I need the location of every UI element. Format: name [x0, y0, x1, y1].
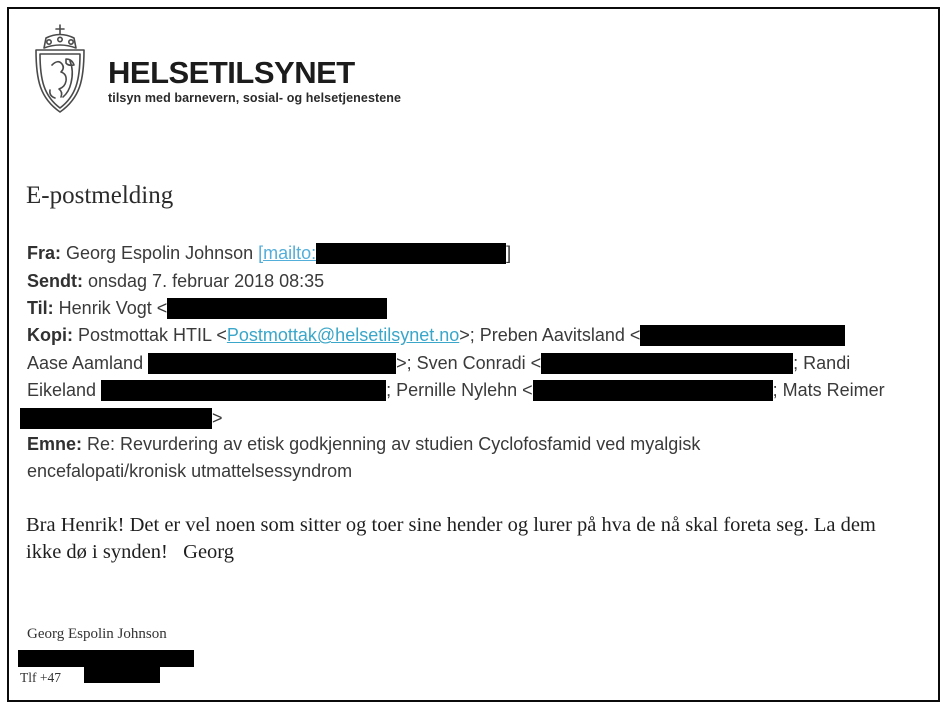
- signature-phone-label: Tlf +47: [20, 670, 61, 685]
- cc-value-7: ; Pernille Nylehn <: [386, 380, 533, 401]
- cc-value-8: ; Mats Reimer: [772, 380, 885, 401]
- redaction-bar: [84, 667, 160, 683]
- message-body: Bra Henrik! Det er vel noen som sitter og toer sine hender og lurer på hva de nå skal foreta seg. La dem ikke dø i synden! Georg: [26, 514, 882, 563]
- cc-value-2: >; Preben Aavitsland <: [459, 325, 641, 346]
- redaction-bar: [18, 650, 194, 667]
- from-bracket-close: ]: [506, 243, 512, 264]
- org-logo: [108, 56, 401, 105]
- from-value: Georg Espolin Johnson: [61, 243, 259, 264]
- redaction-bar: [20, 408, 212, 429]
- redaction-bar: [101, 380, 386, 401]
- postmottak-email-link[interactable]: Postmottak@helsetilsynet.no: [226, 325, 460, 346]
- signature-name: Georg Espolin Johnson: [27, 626, 167, 642]
- header-line-cc-2: [27, 350, 885, 377]
- redaction-bar: [640, 325, 845, 346]
- cc-value-3: Aase Aamland: [27, 352, 149, 373]
- to-value: Henrik Vogt <: [53, 297, 168, 318]
- sent-label: Sendt:: [27, 270, 83, 291]
- header-line-subject: [27, 431, 802, 484]
- norwegian-coat-of-arms-icon: [22, 23, 98, 127]
- cc-value-9: >: [212, 407, 223, 428]
- from-label: Fra:: [27, 243, 62, 264]
- redaction-bar: [167, 298, 387, 319]
- header-line-cc-3: [27, 377, 885, 404]
- cc-value-5: ; Randi: [793, 352, 851, 373]
- to-label: Til:: [27, 297, 54, 318]
- redaction-bar: [148, 353, 396, 374]
- mail-header-block: [27, 240, 885, 432]
- header-line-from: [27, 240, 885, 267]
- org-name-light: HELSE: [108, 55, 209, 90]
- cc-value-6: Eikeland: [27, 380, 102, 401]
- header-line-sent: [27, 267, 885, 294]
- cc-value-4: >; Sven Conradi <: [396, 352, 542, 373]
- cc-value-1: Postmottak HTIL <: [72, 325, 227, 346]
- header-line-cc-4: [27, 404, 885, 431]
- cc-label: Kopi:: [27, 325, 73, 346]
- header-line-cc-1: [27, 322, 885, 349]
- org-tagline: tilsyn med barnevern, sosial- og helsetjenestene: [108, 91, 402, 105]
- org-name: [108, 56, 401, 90]
- redaction-bar: [541, 353, 793, 374]
- header-line-to: [27, 295, 885, 322]
- subject-value: Re: Revurdering av etisk godkjenning av studien Cyclofosfamid ved myalgisk encefalopati/kronisk utmattelsessyndrom: [27, 434, 701, 481]
- redaction-bar: [533, 380, 773, 401]
- org-name-bold: TILSYNET: [208, 55, 355, 90]
- sent-value: onsdag 7. februar 2018 08:35: [83, 270, 325, 291]
- subject-label: Emne:: [27, 434, 83, 454]
- page-title: E-postmelding: [26, 182, 174, 209]
- mailto-link[interactable]: [mailto:: [258, 243, 317, 264]
- redaction-bar: [316, 243, 506, 264]
